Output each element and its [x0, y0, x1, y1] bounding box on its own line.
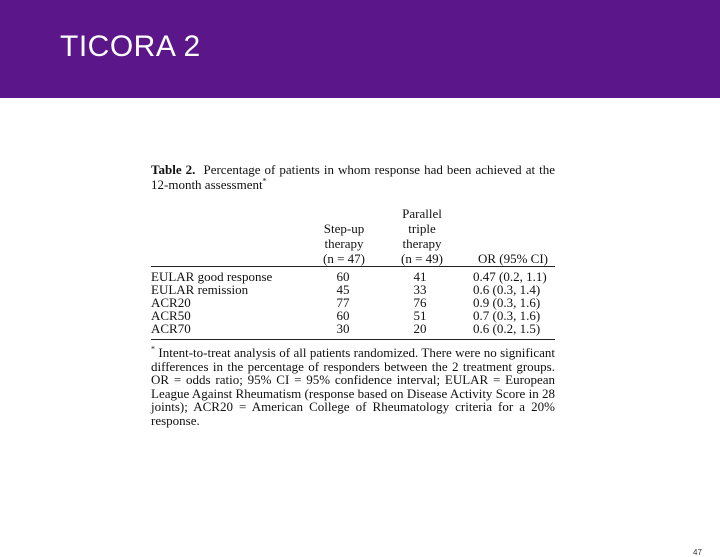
column-header-parallel: [389, 206, 455, 266]
slide-title: TICORA 2: [60, 30, 201, 63]
parallel-value: 51: [413, 308, 427, 323]
table-body: [151, 270, 555, 339]
column-header-line: triple: [408, 221, 436, 236]
column-header-line: Parallel: [402, 206, 442, 221]
parallel-value: 20: [413, 321, 427, 336]
stepup-value: 60: [336, 308, 350, 323]
or-value: 0.6 (0.2, 1.5): [473, 321, 541, 336]
or-value: 0.7 (0.3, 1.6): [473, 308, 541, 323]
row-label: ACR70: [151, 321, 191, 336]
footnote-marker: *: [151, 344, 155, 354]
footnote-text: Intent-to-treat analysis of all patients randomized. There were no significant differences in the percentage of responders between the 2 treatment groups. OR = odds ratio; 95% CI = 95% confidence interval; EULAR = European League Against Rheumatism (response based on Disease Activity Score in 28 joints); ACR20 = American College of Rheumatology criteria for a 20% response.: [151, 345, 555, 428]
header-divider: [151, 266, 555, 267]
stepup-value: 45: [336, 282, 350, 297]
table-footnote: [151, 346, 555, 427]
row-label: EULAR good response: [151, 269, 273, 284]
or-value: 0.47 (0.2, 1.1): [473, 269, 547, 284]
parallel-value: 41: [413, 269, 427, 284]
table-caption-text: Percentage of patients in whom response had been achieved at the 12-month assessment: [151, 162, 556, 192]
row-label: ACR20: [151, 295, 191, 310]
parallel-value: 76: [413, 295, 427, 310]
table-header-row: [151, 198, 555, 266]
column-header-line: Step-up: [323, 221, 365, 236]
parallel-value: 33: [413, 282, 427, 297]
stepup-value: 77: [336, 295, 350, 310]
column-header-line: therapy: [324, 236, 364, 251]
table-caption-label: Table 2.: [151, 162, 196, 177]
table-row: [151, 322, 555, 335]
or-value: 0.6 (0.3, 1.4): [473, 282, 541, 297]
column-header-line: (n = 49): [401, 251, 443, 266]
column-header-line: therapy: [402, 236, 442, 251]
stepup-value: 60: [336, 269, 350, 284]
row-label: ACR50: [151, 308, 191, 323]
or-value: 0.9 (0.3, 1.6): [473, 295, 541, 310]
column-header-line: OR (95% CI): [477, 251, 549, 266]
table-caption: [151, 162, 555, 192]
column-header-stepup: [311, 221, 377, 266]
results-table: [151, 162, 555, 427]
column-header-or: [471, 251, 555, 266]
row-label: EULAR remission: [151, 282, 249, 297]
table-bottom-divider: [151, 339, 555, 340]
stepup-value: 30: [336, 321, 350, 336]
column-header-line: (n = 47): [323, 251, 365, 266]
page-number: 47: [693, 548, 702, 557]
table-caption-marker: *: [262, 176, 267, 186]
slide-header: [0, 0, 720, 98]
